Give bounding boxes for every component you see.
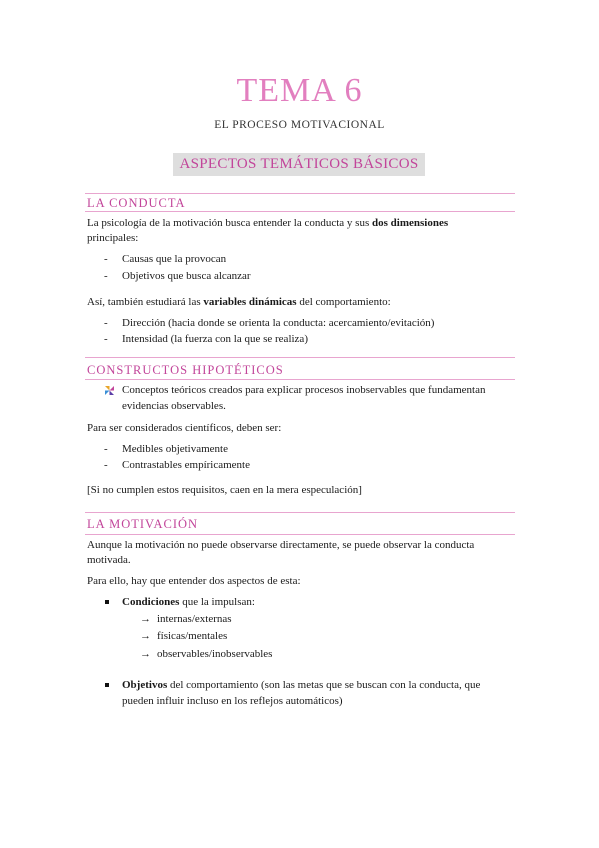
right-arrow-icon: →: [140, 648, 151, 660]
constructos-paragraph: Para ser considerados científicos, deben ser:: [87, 422, 282, 434]
objetivos-item: [122, 678, 480, 693]
heading-la-conducta: LA CONDUCTA: [87, 196, 186, 210]
motivacion-line: Aunque la motivación no puede observarse directamente, se puede observar la conducta: [87, 539, 475, 551]
dash-bullet: -: [104, 317, 108, 329]
dash-bullet: -: [104, 333, 108, 345]
section-divider: [85, 534, 515, 535]
section-banner: ASPECTOS TEMÁTICOS BÁSICOS: [173, 153, 425, 176]
variables-text: Así, también estudiará las: [87, 296, 204, 308]
conducta-intro-text: La psicología de la motivación busca entender la conducta y sus: [87, 217, 372, 229]
dash-bullet: -: [104, 253, 108, 265]
condiciones-item: [122, 595, 255, 610]
variables-text-end: del comportamiento:: [296, 296, 391, 308]
motivacion-line: motivada.: [87, 554, 131, 566]
dash-bullet: -: [104, 270, 108, 282]
section-divider: [85, 512, 515, 513]
heading-constructos: CONSTRUCTOS HIPOTÉTICOS: [87, 363, 284, 377]
list-item: Causas que la provocan: [122, 253, 227, 265]
list-item: Intensidad (la fuerza con la que se realiza): [122, 333, 308, 345]
arrow-list-item: internas/externas: [157, 613, 232, 625]
objetivos-line: pueden influir incluso en los reflejos automáticos): [122, 695, 343, 707]
objetivos-bold: Objetivos: [122, 679, 168, 691]
list-item: Contrastables empíricamente: [122, 459, 250, 471]
square-bullet-icon: [105, 683, 109, 687]
square-bullet-icon: [105, 600, 109, 604]
constructos-note: [Si no cumplen estos requisitos, caen en la mera especulación]: [87, 484, 362, 496]
conducta-intro-text-end: principales:: [87, 232, 139, 244]
list-item: Medibles objetivamente: [122, 443, 228, 455]
dash-bullet: -: [104, 459, 108, 471]
section-divider: [85, 357, 515, 358]
right-arrow-icon: →: [140, 613, 151, 625]
section-divider: [85, 193, 515, 194]
conducta-intro: [87, 216, 517, 246]
objetivos-text: del comportamiento (son las metas que se buscan con la conducta, que: [167, 679, 481, 691]
arrow-list-item: físicas/mentales: [157, 630, 228, 642]
page-subtitle: EL PROCESO MOTIVACIONAL: [214, 119, 385, 131]
conducta-variables: [87, 295, 517, 310]
motivacion-aspects-intro: Para ello, hay que entender dos aspectos de esta:: [87, 575, 301, 587]
page-title: TEMA 6: [236, 72, 363, 109]
condiciones-text: que la impulsan:: [179, 596, 255, 608]
heading-la-motivacion: LA MOTIVACIÓN: [87, 517, 199, 531]
arrow-list-item: observables/inobservables: [157, 648, 273, 660]
list-item: Dirección (hacia donde se orienta la conducta: acercamiento/evitación): [122, 317, 435, 329]
section-divider: [85, 211, 515, 212]
motivacion-paragraph: [87, 538, 517, 568]
pinwheel-bullet-icon: [104, 385, 115, 396]
section-divider: [85, 379, 515, 380]
constructos-bullet-line: evidencias observables.: [122, 400, 226, 412]
variables-bold: variables dinámicas: [203, 296, 297, 308]
constructos-bullet-line: Conceptos teóricos creados para explicar procesos inobservables que fundamentan: [122, 384, 486, 396]
dash-bullet: -: [104, 443, 108, 455]
right-arrow-icon: →: [140, 630, 151, 642]
list-item: Objetivos que busca alcanzar: [122, 270, 251, 282]
conducta-intro-bold: dos dimensiones: [372, 217, 449, 229]
condiciones-bold: Condiciones: [122, 596, 180, 608]
